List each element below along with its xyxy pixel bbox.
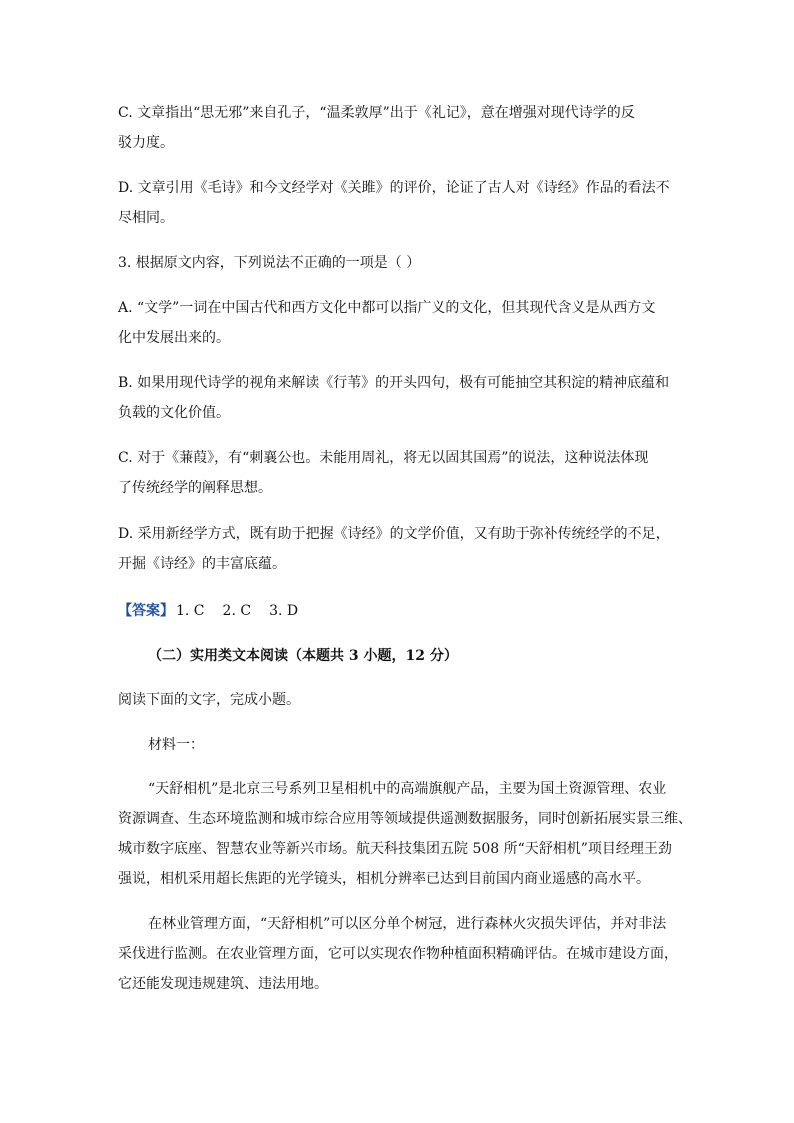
answer-tag: 【答案】	[118, 603, 174, 619]
section-heading: （二）实用类文本阅读（本题共 3 小题，12 分）	[148, 648, 458, 664]
q3-option-d-line2: 开掘《诗经》的丰富底蕴。	[118, 556, 286, 572]
material-p2-line1: 在林业管理方面，“天舒相机”可以区分单个树冠，进行森林火灾损失评估，并对非法	[148, 916, 667, 932]
material-p1-line3: 城市数字底座、智慧农业等新兴市场。航天科技集团五院 508 所“天舒相机”项目经理王劲	[118, 841, 672, 857]
q3-stem: 3. 根据原文内容，下列说法不正确的一项是（ ）	[118, 255, 421, 271]
material-p1-line2: 资源调查、生态环境监测和城市综合应用等领域提供遥测数据服务，同时创新拓展实景三维、	[118, 811, 692, 827]
q3-option-a-line1: A. “文学”一词在中国古代和西方文化中都可以指广义的文化，但其现代含义是从西方文	[118, 300, 656, 316]
q3-option-a-line2: 化中发展出来的。	[118, 330, 230, 346]
answer-item-3: 3. D	[269, 603, 299, 619]
q2-option-d-line1: D. 文章引用《毛诗》和今文经学对《关雎》的评价，论证了古人对《诗经》作品的看法不	[118, 180, 670, 196]
material-label: 材料一：	[148, 737, 204, 753]
q3-option-b-line2: 负载的文化价值。	[118, 405, 230, 421]
q3-option-c-line2: 了传统经学的阐释思想。	[118, 480, 272, 496]
q2-option-c-line1: C. 文章指出“思无邪”来自孔子，“温柔敦厚”出于《礼记》，意在增强对现代诗学的反	[118, 105, 635, 121]
answer-line	[118, 601, 316, 621]
section-instruction: 阅读下面的文字，完成小题。	[118, 692, 300, 708]
q2-option-c-line2: 驳力度。	[118, 135, 174, 151]
answer-list	[176, 603, 316, 619]
material-p2-line2: 采伐进行监测。在农业管理方面，它可以实现农作物种植面积精确评估。在城市建设方面，	[118, 946, 678, 962]
material-p1-line1: “天舒相机”是北京三号系列卫星相机中的高端旗舰产品，主要为国土资源管理、农业	[148, 781, 667, 797]
answer-item-2: 2. C	[222, 603, 252, 619]
q3-option-d-line1: D. 采用新经学方式，既有助于把握《诗经》的文学价值，又有助于弥补传统经学的不足，	[118, 526, 670, 542]
material-p2-line3: 它还能发现违规建筑、违法用地。	[118, 976, 328, 992]
q2-option-d-line2: 尽相同。	[118, 210, 174, 226]
material-p1-line4: 强说，相机采用超长焦距的光学镜头，相机分辨率已达到目前国内商业遥感的高水平。	[118, 871, 650, 887]
q3-option-b-line1: B. 如果用现代诗学的视角来解读《行苇》的开头四句，极有可能抽空其积淀的精神底蕴和	[118, 375, 670, 391]
answer-item-1: 1. C	[176, 603, 205, 619]
q3-option-c-line1: C. 对于《蒹葭》，有“刺襄公也。未能用周礼，将无以固其国焉”的说法，这种说法体现	[118, 450, 649, 466]
